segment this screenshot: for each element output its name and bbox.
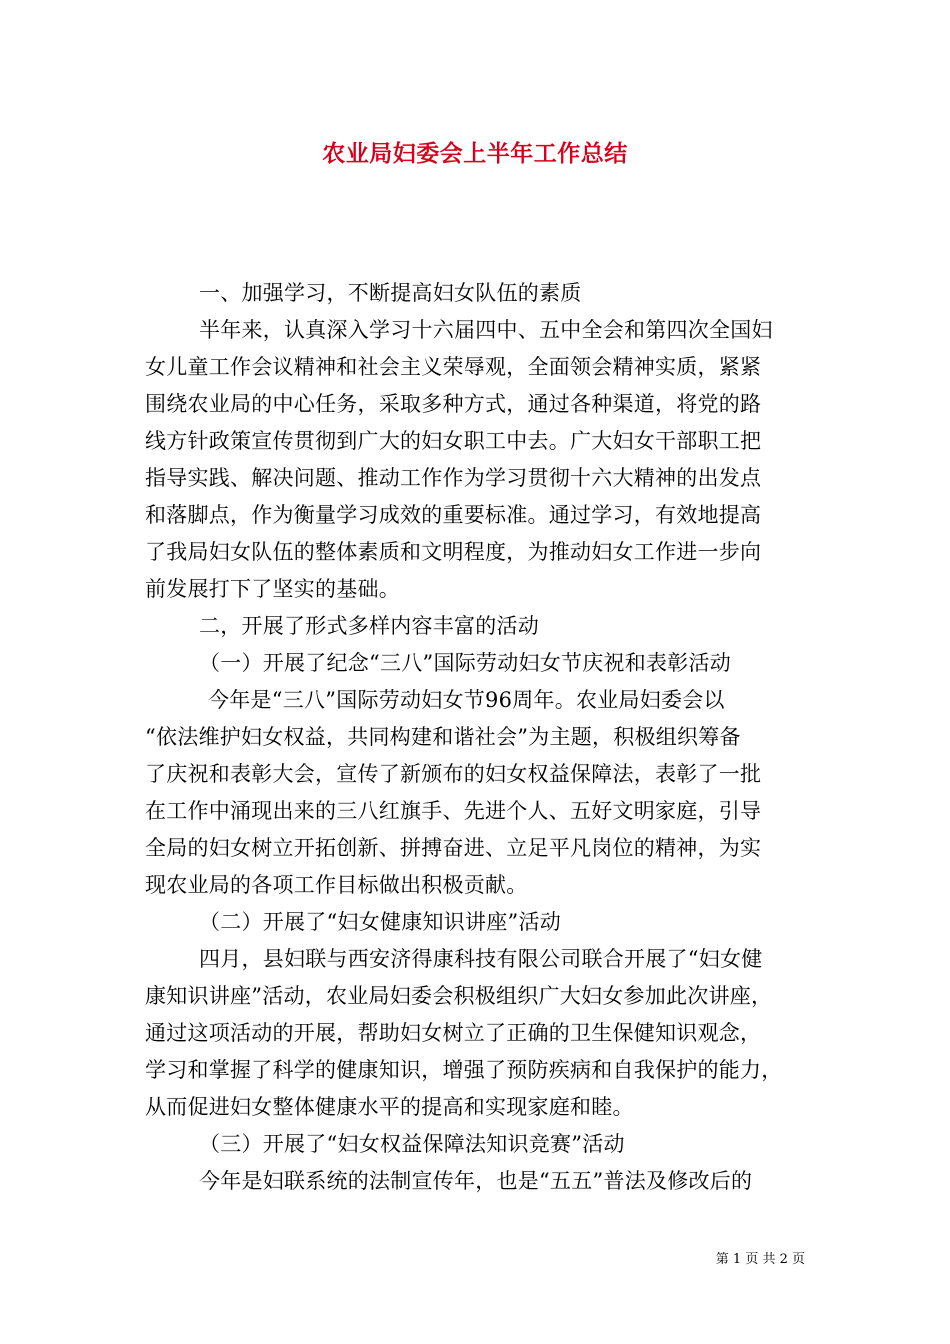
subsection-heading-1: （一）开展了纪念“三八”国际劳动妇女节庆祝和表彰活动 <box>199 651 731 675</box>
page-number: 第 1 页 共 2 页 <box>715 1252 805 1267</box>
paragraph-line: 和落脚点，作为衡量学习成效的重要标准。通过学习，有效地提高 <box>145 503 762 527</box>
section-heading-1: 一、加强学习，不断提高妇女队伍的素质 <box>199 281 582 305</box>
paragraph-line: 女儿童工作会议精神和社会主义荣辱观，全面领会精神实质，紧紧 <box>145 355 762 379</box>
paragraph-line: 通过这项活动的开展，帮助妇女树立了正确的卫生保健知识观念， <box>145 1021 762 1045</box>
paragraph-line: 四月，县妇联与西安济得康科技有限公司联合开展了“妇女健 <box>199 947 763 971</box>
subsection-heading-3: （三）开展了“妇女权益保障法知识竞赛”活动 <box>199 1132 625 1156</box>
paragraph-line: 在工作中涌现出来的三八红旗手、先进个人、五好文明家庭，引导 <box>145 799 762 823</box>
paragraph-line: 半年来，认真深入学习十六届四中、五中全会和第四次全国妇 <box>199 318 773 342</box>
paragraph-line: 了庆祝和表彰大会，宣传了新颁布的妇女权益保障法，表彰了一批 <box>145 762 762 786</box>
paragraph-line: 了我局妇女队伍的整体素质和文明程度，为推动妇女工作进一步向 <box>145 540 762 564</box>
paragraph-line: 今年是妇联系统的法制宣传年，也是“五五”普法及修改后的 <box>199 1169 753 1193</box>
paragraph-line: 学习和掌握了科学的健康知识，增强了预防疾病和自我保护的能力， <box>145 1058 783 1082</box>
paragraph-line: 指导实践、解决问题、推动工作作为学习贯彻十六大精神的出发点 <box>145 466 762 490</box>
document-title: 农业局妇委会上半年工作总结 <box>322 140 628 167</box>
paragraph-line: 全局的妇女树立开拓创新、拼搏奋进、立足平凡岗位的精神，为实 <box>145 836 762 860</box>
paragraph-line: 围绕农业局的中心任务，采取多种方式，通过各种渠道，将党的路 <box>145 392 762 416</box>
paragraph-line: 今年是“三八”国际劳动妇女节96周年。农业局妇委会以 <box>208 688 725 712</box>
paragraph-line: 现农业局的各项工作目标做出积极贡献。 <box>145 873 528 897</box>
paragraph-line: 前发展打下了坚实的基础。 <box>145 577 400 601</box>
paragraph-line: 从而促进妇女整体健康水平的提高和实现家庭和睦。 <box>145 1095 634 1119</box>
paragraph-line: “依法维护妇女权益，共同构建和谐社会”为主题，积极组织筹备 <box>145 725 741 749</box>
paragraph-line: 线方针政策宣传贯彻到广大的妇女职工中去。广大妇女干部职工把 <box>145 429 762 453</box>
paragraph-line: 康知识讲座”活动，农业局妇委会积极组织广大妇女参加此次讲座， <box>145 984 773 1008</box>
section-heading-2: 二，开展了形式多样内容丰富的活动 <box>199 614 539 638</box>
subsection-heading-2: （二）开展了“妇女健康知识讲座”活动 <box>199 910 561 934</box>
